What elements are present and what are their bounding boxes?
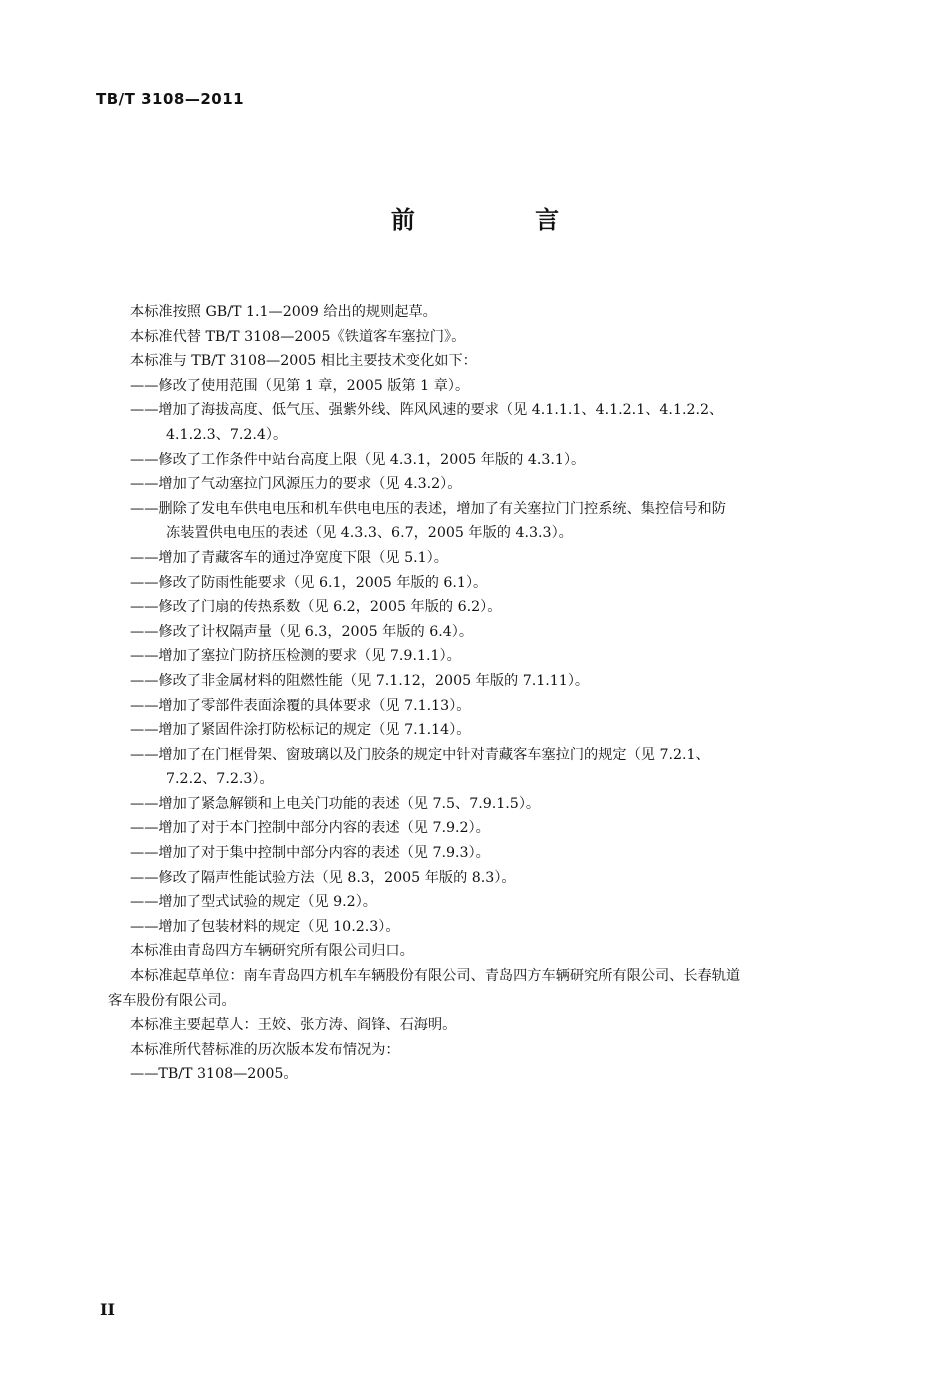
text-line: ——增加了对于集中控制中部分内容的表述（见 7.9.3）。 xyxy=(130,845,490,862)
text-line: 7.2.2、7.2.3）。 xyxy=(166,771,274,788)
text-line: 本标准代替 TB/T 3108—2005《铁道客车塞拉门》。 xyxy=(130,328,466,345)
text-line: 4.1.2.3、7.2.4）。 xyxy=(166,426,288,443)
text-line: ——修改了使用范围（见第 1 章，2005 版第 1 章）。 xyxy=(130,377,470,394)
text-line: ——增加了青藏客车的通过净宽度下限（见 5.1）。 xyxy=(130,549,448,566)
text-line: ——增加了零部件表面涂覆的具体要求（见 7.1.13）。 xyxy=(130,697,471,714)
text-line: ——增加了塞拉门防挤压检测的要求（见 7.9.1.1）。 xyxy=(130,648,461,665)
text-line: 本标准与 TB/T 3108—2005 相比主要技术变化如下： xyxy=(130,353,477,370)
text-line: ——增加了紧固件涂打防松标记的规定（见 7.1.14）。 xyxy=(130,722,471,739)
text-line: ——增加了紧急解锁和上电关门功能的表述（见 7.5、7.9.1.5）。 xyxy=(130,795,541,812)
text-line: ——TB/T 3108—2005。 xyxy=(130,1066,298,1083)
text-line: 本标准按照 GB/T 1.1—2009 给出的规则起草。 xyxy=(130,304,437,320)
text-line: ——删除了发电车供电电压和机车供电电压的表述，增加了有关塞拉门门控系统、集控信号和防 xyxy=(130,500,726,517)
text-line: 本标准起草单位：南车青岛四方机车车辆股份有限公司、青岛四方车辆研究所有限公司、长春轨道 xyxy=(130,968,741,985)
text-line: 本标准由青岛四方车辆研究所有限公司归口。 xyxy=(130,943,414,960)
text-line: 客车股份有限公司。 xyxy=(108,992,236,1009)
text-line: 本标准主要起草人：王姣、张方涛、阎锋、石海明。 xyxy=(130,1017,457,1034)
text-line: ——修改了非金属材料的阻燃性能（见 7.1.12，2005 年版的 7.1.11）。 xyxy=(130,672,590,689)
text-line: 本标准所代替标准的历次版本发布情况为： xyxy=(130,1041,400,1058)
page-title: 前 言 xyxy=(390,206,616,234)
text-line: ——修改了防雨性能要求（见 6.1，2005 年版的 6.1）。 xyxy=(130,574,488,591)
text-line: 冻装置供电电压的表述（见 4.3.3、6.7，2005 年版的 4.3.3）。 xyxy=(166,525,573,542)
text-line: ——修改了计权隔声量（见 6.3，2005 年版的 6.4）。 xyxy=(130,623,474,640)
text-line: ——增加了气动塞拉门风源压力的要求（见 4.3.2）。 xyxy=(130,476,462,493)
page-number: II xyxy=(100,1300,115,1319)
text-line: ——增加了在门框骨架、窗玻璃以及门胶条的规定中针对青藏客车塞拉门的规定（见 7.2.1、 xyxy=(130,746,710,763)
text-line: ——修改了工作条件中站台高度上限（见 4.3.1，2005 年版的 4.3.1）。 xyxy=(130,451,586,468)
text-line: ——增加了海拔高度、低气压、强紫外线、阵风风速的要求（见 4.1.1.1、4.1.2.1、4.1.2.2、 xyxy=(130,402,724,419)
text-line: ——增加了型式试验的规定（见 9.2）。 xyxy=(130,894,377,911)
document-code-header: TB/T 3108—2011 xyxy=(96,90,245,108)
text-line: ——增加了对于本门控制中部分内容的表述（见 7.9.2）。 xyxy=(130,820,490,837)
text-line: ——修改了隔声性能试验方法（见 8.3，2005 年版的 8.3）。 xyxy=(130,869,516,886)
text-line: ——修改了门扇的传热系数（见 6.2，2005 年版的 6.2）。 xyxy=(130,599,502,616)
text-line: ——增加了包装材料的规定（见 10.2.3）。 xyxy=(130,918,400,935)
foreword-body xyxy=(108,300,872,1087)
